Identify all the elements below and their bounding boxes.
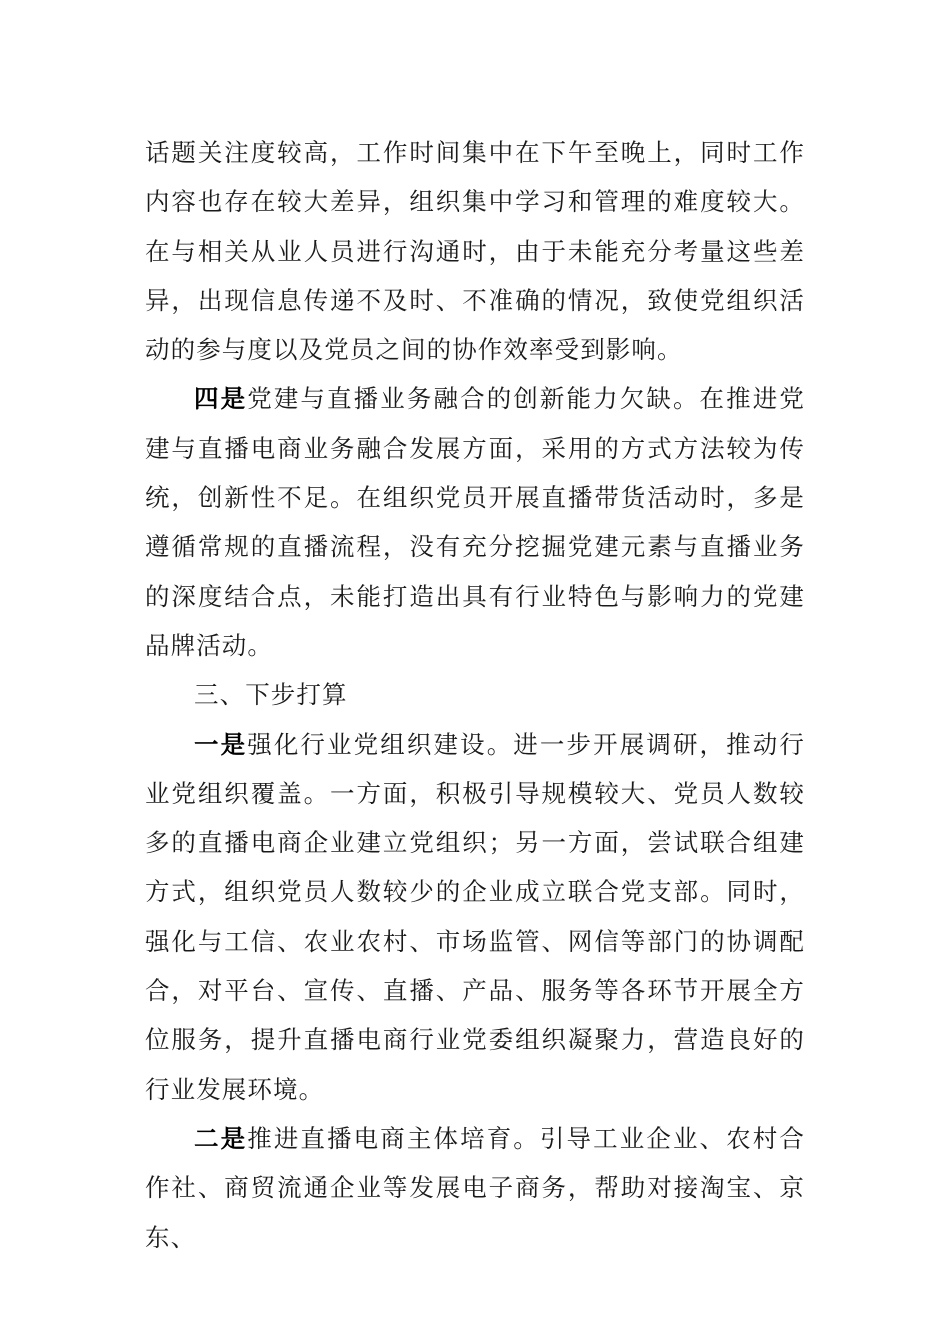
paragraph-lead: 四是: [194, 384, 248, 414]
paragraph-text: 强化行业党组织建设。进一步开展调研，推动行业党组织覆盖。一方面，积极引导规模较大、党员人数较多的直播电商企业建立党组织；另一方面，尝试联合组建方式，组织党员人数较少的企业成立联合党支部。同时，强化与工信、农业农村、市场监管、网信等部门的协调配合，对平台、宣传、直播、产品、服务等各环节开展全方位服务，提升直播电商行业党委组织凝聚力，营造良好的行业发展环境。: [145, 729, 805, 1104]
paragraph-continuation: [145, 128, 805, 374]
document-body: [145, 128, 805, 1262]
section-heading-text: 三、下步打算: [194, 680, 348, 710]
paragraph-point-two: [145, 1114, 805, 1262]
paragraph-point-four: [145, 374, 805, 670]
section-heading: [145, 670, 805, 719]
paragraph-text: 话题关注度较高，工作时间集中在下午至晚上，同时工作内容也存在较大差异，组织集中学习和管理的难度较大。在与相关从业人员进行沟通时，由于未能充分考量这些差异，出现信息传递不及时、不准确的情况，致使党组织活动的参与度以及党员之间的协作效率受到影响。: [145, 138, 805, 365]
paragraph-point-one: [145, 720, 805, 1114]
paragraph-text: 推进直播电商主体培育。引导工业企业、农村合作社、商贸流通企业等发展电子商务，帮助对接淘宝、京东、: [145, 1123, 805, 1252]
paragraph-lead: 一是: [194, 729, 248, 759]
paragraph-lead: 二是: [194, 1123, 248, 1153]
paragraph-text: 党建与直播业务融合的创新能力欠缺。在推进党建与直播电商业务融合发展方面，采用的方式方法较为传统，创新性不足。在组织党员开展直播带货活动时，多是遵循常规的直播流程，没有充分挖掘党建元素与直播业务的深度结合点，未能打造出具有行业特色与影响力的党建品牌活动。: [145, 384, 805, 660]
